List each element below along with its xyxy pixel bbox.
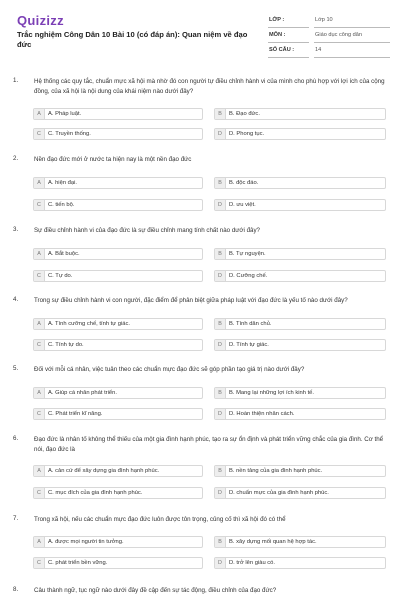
option-letter: C xyxy=(34,200,45,210)
option-letter: C xyxy=(34,409,45,419)
option-label: B. Tự nguyện. xyxy=(229,251,266,257)
option-label: B. độc đáo. xyxy=(229,180,259,186)
option-letter: D xyxy=(215,129,226,139)
option-label: A. cản cứ để xây dựng gia đình hạnh phúc. xyxy=(48,468,160,474)
meta-row-subject xyxy=(268,28,390,43)
option-label: C. Phát triển kĩ năng. xyxy=(48,411,103,417)
option-c[interactable] xyxy=(33,270,203,282)
option-label: C. phát triển bền vững. xyxy=(48,560,108,566)
option-label: C. Truyền thống. xyxy=(48,131,91,137)
option-letter: A xyxy=(34,319,45,329)
option-letter: D xyxy=(215,409,226,419)
option-d[interactable] xyxy=(214,557,386,569)
option-b[interactable] xyxy=(214,536,386,548)
option-label: D. Hoàn thiện nhân cách. xyxy=(229,411,295,417)
option-label: A. được mọi người tin tưởng. xyxy=(48,539,124,545)
option-letter: B xyxy=(215,109,226,119)
option-c[interactable] xyxy=(33,487,203,499)
option-letter: A xyxy=(34,388,45,398)
option-a[interactable] xyxy=(33,108,203,120)
meta-row-class xyxy=(268,13,390,28)
option-label: A. hiện đại. xyxy=(48,180,78,186)
option-letter: C xyxy=(34,271,45,281)
option-label: D. chuẩn mực của gia đình hạnh phúc. xyxy=(229,490,329,496)
option-letter: B xyxy=(215,319,226,329)
option-d[interactable] xyxy=(214,339,386,351)
meta-table xyxy=(268,13,390,58)
meta-value: 14 xyxy=(314,43,390,58)
option-b[interactable] xyxy=(214,387,386,399)
option-letter: B xyxy=(215,466,226,476)
option-label: B. xây dựng mối quan hệ hợp tác. xyxy=(229,539,317,545)
option-letter: B xyxy=(215,249,226,259)
question-number: 4. xyxy=(13,296,19,303)
option-label: D. Tính tự giác. xyxy=(229,342,269,348)
meta-key: MÔN : xyxy=(268,28,309,43)
option-label: C. mục đích của gia đình hạnh phúc. xyxy=(48,490,143,496)
option-c[interactable] xyxy=(33,557,203,569)
option-a[interactable] xyxy=(33,465,203,477)
option-letter: C xyxy=(34,340,45,350)
option-b[interactable] xyxy=(214,318,386,330)
option-c[interactable] xyxy=(33,128,203,140)
option-label: B. Tính dân chủ. xyxy=(229,321,272,327)
option-label: B. Đạo đức. xyxy=(229,111,260,117)
option-label: C. tiến bộ. xyxy=(48,202,75,208)
option-label: A. Giúp cá nhân phát triển. xyxy=(48,390,117,396)
question-number: 8. xyxy=(13,586,19,593)
option-b[interactable] xyxy=(214,108,386,120)
option-b[interactable] xyxy=(214,465,386,477)
question-text: Trong xã hội, nếu các chuẩn mực đạo đức luôn được tôn trọng, củng cố thì xã hội đó có thể xyxy=(34,516,286,523)
option-d[interactable] xyxy=(214,128,386,140)
page-title: Trắc nghiệm Công Dân 10 Bài 10 (có đáp án): Quan niệm về đạo đức xyxy=(17,30,248,49)
option-c[interactable] xyxy=(33,408,203,420)
meta-value: Lớp 10 xyxy=(314,13,390,28)
option-letter: A xyxy=(34,537,45,547)
option-letter: A xyxy=(34,109,45,119)
question-number: 1. xyxy=(13,77,19,84)
option-letter: D xyxy=(215,488,226,498)
option-letter: C xyxy=(34,558,45,568)
option-letter: C xyxy=(34,129,45,139)
option-a[interactable] xyxy=(33,387,203,399)
question-text: Nền đạo đức mới ở nước ta hiện nay là một nền đạo đức xyxy=(34,156,192,163)
option-c[interactable] xyxy=(33,339,203,351)
option-letter: C xyxy=(34,488,45,498)
option-c[interactable] xyxy=(33,199,203,211)
option-letter: B xyxy=(215,537,226,547)
option-a[interactable] xyxy=(33,318,203,330)
question-number: 2. xyxy=(13,155,19,162)
option-d[interactable] xyxy=(214,270,386,282)
question-text: Hệ thống các quy tắc, chuẩn mực xã hội mà nhờ đó con người tự điều chỉnh hành vi của mình cho phù hợp với lợi ích của cộng đồng, của xã hội là nội dung của khái niệm nào dưới đây? xyxy=(34,78,385,95)
option-letter: A xyxy=(34,466,45,476)
option-letter: D xyxy=(215,558,226,568)
option-a[interactable] xyxy=(33,536,203,548)
question-number: 6. xyxy=(13,435,19,442)
question-text: Đạo đức là nhân tố không thể thiếu của một gia đình hạnh phúc, tạo ra sự ổn định và phát triển vững chắc của gia đình. Cơ thể nói, đạo đức là xyxy=(34,436,384,453)
option-letter: B xyxy=(215,388,226,398)
question-number: 7. xyxy=(13,515,19,522)
option-letter: D xyxy=(215,340,226,350)
option-d[interactable] xyxy=(214,408,386,420)
option-label: C. Tính tự do. xyxy=(48,342,84,348)
meta-key: SỐ CÂU : xyxy=(268,43,309,58)
option-a[interactable] xyxy=(33,177,203,189)
question-text: Câu thành ngữ, tục ngữ nào dưới đây đề cập đến sự tác động, điều chỉnh của đạo đức? xyxy=(34,587,277,594)
option-b[interactable] xyxy=(214,248,386,260)
option-label: A. Tính cưỡng chế, tính tự giác. xyxy=(48,321,131,327)
option-letter: D xyxy=(215,271,226,281)
option-letter: A xyxy=(34,178,45,188)
meta-value: Giáo dục công dân xyxy=(314,28,390,43)
option-label: D. Phong tục. xyxy=(229,131,265,137)
option-letter: D xyxy=(215,200,226,210)
question-number: 5. xyxy=(13,365,19,372)
option-letter: B xyxy=(215,178,226,188)
option-a[interactable] xyxy=(33,248,203,260)
option-label: D. Cưỡng chế. xyxy=(229,273,268,279)
question-text: Sự điều chỉnh hành vi của đạo đức là sự điều chỉnh mang tính chất nào dưới đây? xyxy=(34,227,260,234)
question-number: 3. xyxy=(13,226,19,233)
option-label: D. ưu việt. xyxy=(229,202,256,208)
option-label: A. Bắt buộc. xyxy=(48,251,80,257)
option-label: C. Tự do. xyxy=(48,273,73,279)
meta-key: LỚP : xyxy=(268,13,309,28)
option-label: D. trở lên giàu có. xyxy=(229,560,276,566)
option-label: A. Pháp luật. xyxy=(48,111,82,117)
question-text: Đối với mỗi cá nhân, việc tuân theo các chuẩn mực đạo đức sẽ góp phần tạo giá trị nào dưới đây? xyxy=(34,366,305,373)
option-d[interactable] xyxy=(214,199,386,211)
meta-row-count xyxy=(268,43,390,58)
option-b[interactable] xyxy=(214,177,386,189)
question-text: Trong sự điều chỉnh hành vi con người, đặc điểm để phân biệt giữa pháp luật với đạo đức là yếu tố nào dưới đây? xyxy=(34,297,348,304)
option-letter: A xyxy=(34,249,45,259)
option-d[interactable] xyxy=(214,487,386,499)
option-label: B. Mang lại những lợi ích kinh tế. xyxy=(229,390,315,396)
option-label: B. nền tảng của gia đình hạnh phúc. xyxy=(229,468,323,474)
quizizz-logo: Quizizz xyxy=(17,13,64,28)
